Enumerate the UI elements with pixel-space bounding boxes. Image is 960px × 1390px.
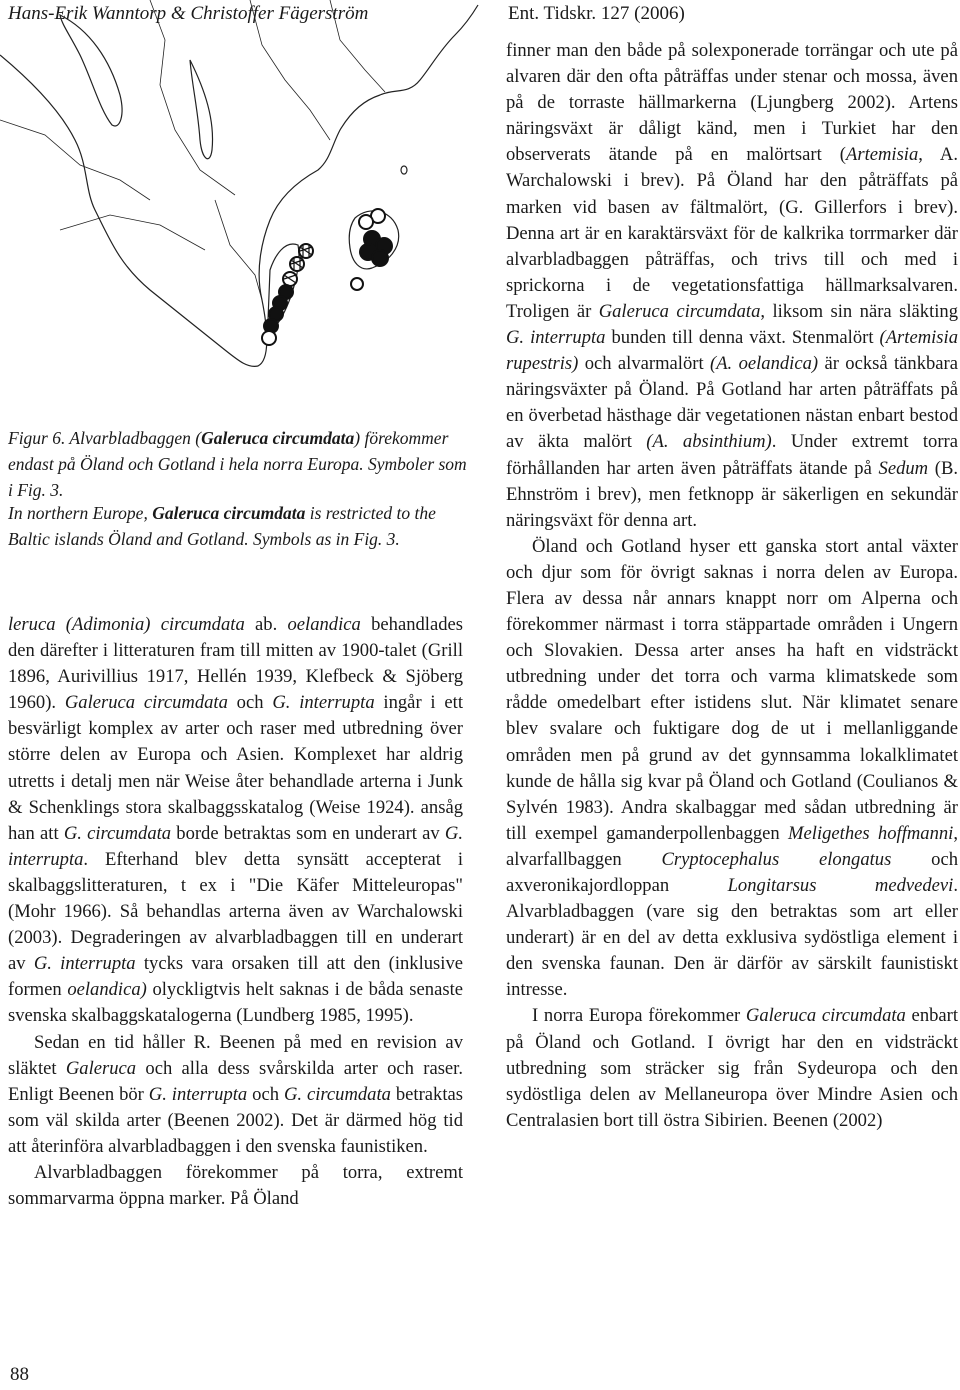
page-number: 88 bbox=[10, 1364, 29, 1385]
body-column-left bbox=[8, 612, 463, 1212]
record-open-marker bbox=[351, 278, 363, 290]
species-name-italic: Sedum bbox=[878, 457, 929, 479]
species-name-italic: Cryptocephalus elongatus bbox=[661, 848, 892, 870]
species-name-italic: Longitarsus medvedevi bbox=[727, 875, 954, 896]
species-name-italic: Galeruca bbox=[65, 1057, 137, 1079]
species-name-italic: G. interrupta bbox=[148, 1083, 248, 1105]
paragraph-text: och alla dess svårskilda arter och raser. Enligt Beenen bör bbox=[8, 1057, 464, 1105]
figure-caption-swedish bbox=[8, 425, 468, 503]
distribution-map bbox=[0, 0, 480, 415]
body-paragraph bbox=[8, 612, 463, 1030]
running-header-journal: Ent. Tidskr. 127 (2006) bbox=[508, 3, 685, 24]
paragraph-text: . Under extremt torra förhållanden har arten även påträffats ätande på bbox=[506, 431, 958, 479]
paragraph-text: ingår i ett besvärligt komplex av arter och raser med utbredning över större delen av Europa och Asien. Komplexet har aldrig utretts i detalj men när Weise åter behandlade arterna i Junk & Schenklings stora skalbaggsskatalog (Weise 1924). ansåg han att bbox=[8, 692, 463, 844]
species-name-italic: oelandica) bbox=[67, 979, 147, 1001]
county-border bbox=[150, 0, 235, 195]
islet-outline bbox=[401, 166, 407, 174]
species-name-italic: leruca (Adimonia) circumdata bbox=[8, 614, 245, 635]
running-header-authors: Hans-Erik Wanntorp & Christoffer Fägerström bbox=[8, 3, 369, 24]
paragraph-text: , liksom sin nära släkting bbox=[760, 300, 958, 322]
paragraph-text: ab. bbox=[244, 614, 288, 635]
paragraph-text: . Alvarbladbaggen (vare sig den betraktas som art eller underart) är en del av detta exklusiva sydöstliga element i den svenska faunan. Den är därför av särskilt faunistiskt intresse. bbox=[506, 875, 958, 1001]
species-name-italic: Meligethes hoffmanni bbox=[788, 822, 954, 844]
species-name-italic: (A. oelandica) bbox=[710, 353, 819, 375]
body-paragraph bbox=[506, 534, 958, 1004]
paragraph-text: är också tänkbara näringsväxter på Öland. På Gotland har arten påträffats på en överbetad hästhage där vegetationen nästan enbart bestod av äkta malört bbox=[506, 353, 958, 453]
lake-outline bbox=[60, 15, 122, 126]
species-name-italic: G. interrupta bbox=[506, 327, 606, 349]
species-name-italic: G. circumdata bbox=[63, 822, 172, 844]
species-name-italic: G. circumdata bbox=[283, 1083, 391, 1105]
paragraph-text: (B. Ehnström i brev), men fetknopp är säkerligen en sekundär näringsväxt för denna art. bbox=[506, 457, 958, 531]
caption-text: Figur 6. Alvarbladbaggen ( bbox=[8, 428, 202, 448]
species-name-italic: G. interrupta bbox=[272, 692, 375, 714]
paragraph-text: och bbox=[247, 1083, 284, 1105]
paragraph-text: borde betraktas som en underart av bbox=[171, 822, 445, 844]
paragraph-text: Öland och Gotland hyser ett ganska stort antal växter och djur som för övrigt saknas i norra delen av Europa. Flera av dessa når annars knappt norr om Alperna och förekommer närmast i torra stäppartade områden i Ungern och Slovakien. Dessa arter anses ha haft en vidsträckt utbredning under det torra och varma klimatskede som rådde omedelbart efter istidens slut. När klimatet senare blev svalare och fuktigare dog de ut i mellanliggande områden men på grund av det gynnsamma lokalklimatet kunde de hålla sig kvar på Öland och Gotland (Coulianos & Sylvén 1983). Andra skalbaggar med sådan utbredning är till exempel gamanderpollenbaggen bbox=[506, 535, 958, 844]
paragraph-text: finner man den både på solexponerade torrängar och ute på alvaren där den ofta påträffas under stenar och mossa, även på de torraste hällmarkerna (Ljungberg 2002). Artens näringsväxt är dåligt känd, men i Turkiet har den observerats ätande på en malörtsart ( bbox=[506, 40, 958, 166]
county-border bbox=[250, 0, 330, 140]
record-open-marker bbox=[262, 331, 276, 345]
paragraph-text: Sedan en tid håller R. Beenen på med en revision av släktet bbox=[8, 1031, 463, 1079]
paragraph-text: och bbox=[227, 692, 273, 714]
county-border bbox=[330, 0, 385, 92]
paragraph-text: betraktas som väl skilda arter (Beenen 2002). Det är därmed hög tid att återinföra alvarbladbaggen i den svenska faunistiken. bbox=[8, 1083, 463, 1157]
paragraph-text: I norra Europa förekommer bbox=[532, 1005, 746, 1027]
species-name-italic: Galeruca circumdata bbox=[598, 300, 761, 322]
species-name-italic: Galeruca circumdata bbox=[64, 692, 228, 714]
species-name-italic: oelandica bbox=[287, 614, 361, 635]
species-name-italic: Galeruca circumdata bbox=[745, 1005, 906, 1027]
caption-text: ) förekommer endast på Öland och Gotland i hela norra Europa. Symboler som i Fig. 3. bbox=[8, 428, 467, 500]
paragraph-text: och alvarmalört bbox=[578, 353, 710, 375]
species-name-italic: G. interrupta bbox=[33, 953, 136, 975]
paragraph-text: Alvarbladbaggen förekommer på torra, extremt sommarvarma öppna marker. På Öland bbox=[8, 1161, 463, 1210]
paragraph-text: , A. Warchalowski i brev). På Öland har den påträffats på marken vid basen av fältmalört, (G. Gillerfors i brev). Denna art är en karaktärsväxt för de kalkrika torrmarker där alvarbladbaggen påträffas, och trivs till och med i sprickorna i de vegetationsfattiga hällmarksalvaren. Troligen är bbox=[506, 144, 958, 322]
oland-records bbox=[262, 244, 313, 345]
paragraph-text: . Efterhand blev detta synsätt accepterat i skalbaggslitteraturen, t ex i "Die Käfer Mitteleuropas" (Mohr 1966). Så behandlas arterna även av Warchalowski (2003). Degraderingen av alvarbladbaggen till en underart av bbox=[8, 848, 463, 975]
figure-caption-english bbox=[8, 500, 468, 552]
county-border bbox=[60, 215, 205, 250]
paragraph-text: och axveronikajordloppan bbox=[506, 848, 958, 896]
caption-species-name: Galeruca circumdata bbox=[201, 428, 355, 448]
county-border bbox=[215, 200, 262, 300]
lake-outline bbox=[190, 60, 213, 159]
county-border bbox=[0, 120, 150, 200]
coastline bbox=[0, 5, 478, 366]
body-paragraph bbox=[8, 1160, 463, 1212]
caption-species-name: Galeruca circumdata bbox=[152, 503, 306, 523]
species-name-italic: G. interrupta bbox=[8, 822, 463, 870]
paragraph-text: tycks vara orsaken till att den (inklusive formen bbox=[8, 953, 463, 1001]
body-paragraph bbox=[8, 1030, 463, 1160]
paragraph-text: enbart på Öland och Gotland. I övrigt har den en vidsträckt utbredning som sträcker sig från Sydeuropa och den sydöstliga delen av Mellaneuropa över Mindre Asien och Centralasien bort till östra Sibirien. Beenen (2002) bbox=[506, 1005, 959, 1131]
record-open-marker bbox=[359, 215, 373, 229]
body-column-right bbox=[506, 38, 958, 1134]
body-paragraph bbox=[506, 38, 958, 534]
caption-text: is restricted to the Baltic islands Öland and Gotland. Symbols as in Fig. 3. bbox=[8, 503, 436, 549]
paragraph-text: , alvarfallbaggen bbox=[506, 822, 958, 870]
record-filled-marker bbox=[372, 250, 388, 266]
caption-text: In northern Europe, bbox=[8, 503, 153, 523]
gotland-records bbox=[351, 209, 392, 290]
paragraph-text: bunden till denna växt. Stenmalört bbox=[605, 327, 880, 349]
paragraph-text: olyckligtvis helt saknas i de båda senaste svenska skalbaggskatalogerna (Lundberg 1985, 1995). bbox=[8, 979, 463, 1027]
species-name-italic: (A. absinthium) bbox=[646, 431, 772, 453]
body-paragraph bbox=[506, 1003, 958, 1133]
species-name-italic: (Artemisia rupestris) bbox=[506, 327, 958, 375]
species-name-italic: Artemisia bbox=[845, 144, 919, 166]
paragraph-text: behandlades den därefter i litteraturen fram till mitten av 1900-talet (Grill 1896, Aurivillius 1917, Hellén 1939, Klefbeck & Sjöberg 1960). bbox=[8, 614, 463, 714]
